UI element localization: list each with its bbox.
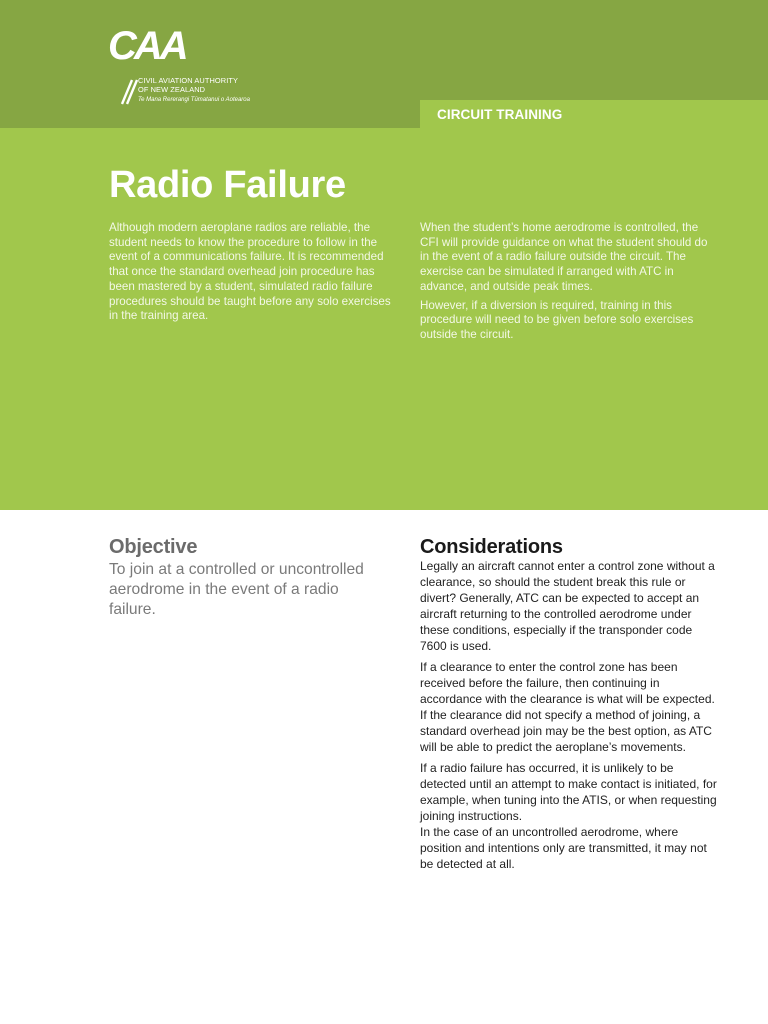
objective-heading: Objective bbox=[109, 536, 198, 558]
caa-logo bbox=[108, 24, 278, 108]
intro-left-column bbox=[109, 221, 394, 324]
considerations-paragraph-1: Legally an aircraft cannot enter a control zone without a clearance, so should the student break this rule or divert? Generally, ATC can be expected to accept an aircraft returning to the controlled aerodrome under these conditions, especially if the transponder code 7600 is used. bbox=[420, 559, 715, 653]
considerations-paragraph-2: If a clearance to enter the control zone has been received before the failure, then continuing in accordance with the clearance is what will be expected. If the clearance did not specify a method of joining, a standard overhead join may be the best option, as ATC will be able to predict the aeroplane’s movements. bbox=[420, 660, 715, 754]
considerations-paragraph-3: If a radio failure has occurred, it is unlikely to be detected until an attempt to make contact is initiated, for example, when tuning into the ATIS, or when requesting joining instructions. bbox=[420, 761, 717, 823]
section-tab-label: CIRCUIT TRAINING bbox=[437, 107, 563, 122]
logo-mark: CAA bbox=[108, 24, 186, 68]
intro-right-paragraph-1: When the student’s home aerodrome is controlled, the CFI will provide guidance on what the student should do in the event of a radio failure outside the circuit. The exercise can be simulated if arranged with ATC in advance, and outside peak times. bbox=[420, 221, 708, 293]
intro-right-column bbox=[420, 221, 710, 343]
page-title: Radio Failure bbox=[109, 164, 346, 206]
considerations-paragraph-4: In the case of an uncontrolled aerodrome, where position and intentions only are transmitted, it may not be detected at all. bbox=[420, 825, 707, 871]
logo-org-line1: CIVIL AVIATION AUTHORITY bbox=[138, 76, 238, 85]
intro-left-paragraph: Although modern aeroplane radios are reliable, the student needs to know the procedure to follow in the event of a communications failure. It is recommended that once the standard overhead join procedure has been mastered by a student, simulated radio failure procedures should be taught before any solo exercises in the training area. bbox=[109, 221, 391, 323]
considerations-heading: Considerations bbox=[420, 536, 563, 558]
logo-maori-name: Te Mana Rererangi Tūmatanui o Aotearoa bbox=[138, 97, 250, 103]
objective-text: To join at a controlled or uncontrolled aerodrome in the event of a radio failure. bbox=[109, 561, 364, 618]
intro-right-paragraph-2: However, if a diversion is required, training in this procedure will need to be given before solo exercises outside the circuit. bbox=[420, 298, 694, 341]
considerations-body bbox=[420, 558, 720, 877]
section-tab bbox=[420, 100, 768, 128]
logo-org-line2: OF NEW ZEALAND bbox=[138, 85, 206, 94]
